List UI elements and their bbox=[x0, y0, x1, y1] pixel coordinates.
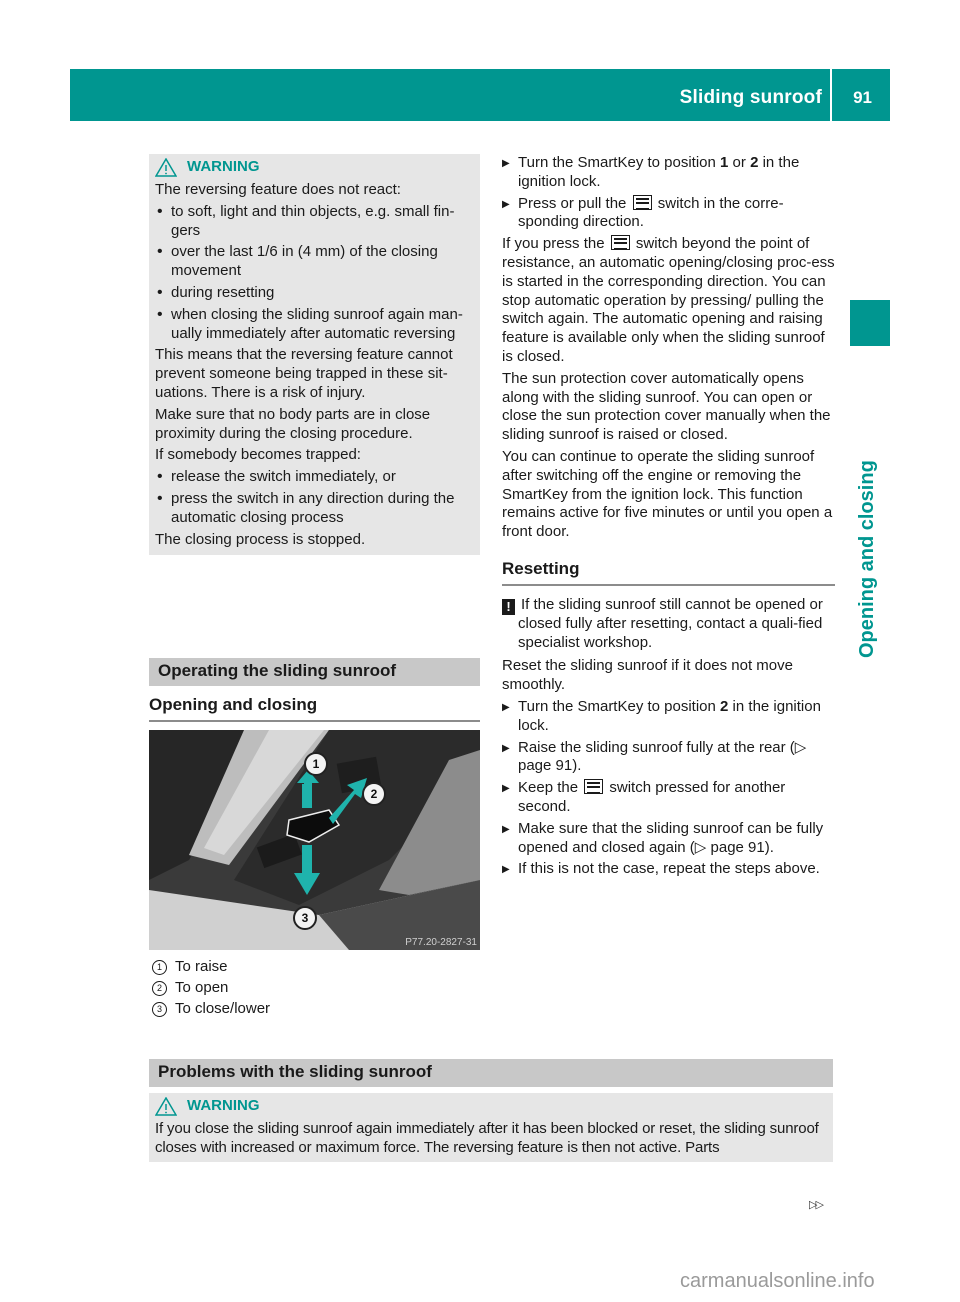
problems-section bbox=[149, 1059, 833, 1162]
warning-box bbox=[149, 1093, 833, 1162]
paragraph-text: If you press the bbox=[502, 235, 609, 253]
bullet-item: • during resetting bbox=[155, 284, 474, 303]
step-text: or bbox=[728, 154, 751, 171]
bullet-item: • press the switch in any direction during the automatic closing process bbox=[155, 490, 474, 528]
legend-item bbox=[152, 957, 483, 978]
legend-item bbox=[152, 978, 483, 999]
exclamation-icon: ! bbox=[502, 599, 515, 615]
paragraph bbox=[502, 235, 835, 367]
bullet-item: • over the last 1/6 in (4 mm) of the closing movement bbox=[155, 243, 474, 281]
paragraph: Reset the sliding sunroof if it does not move smoothly. bbox=[502, 657, 793, 694]
warning-header bbox=[155, 158, 474, 177]
callout-3: 3 bbox=[293, 906, 317, 930]
operating-steps bbox=[502, 154, 835, 232]
paragraph-text: switch beyond the point of resistance, an automatic opening/closing proc-ess is started in the corresponding direction. You can stop automatic operation by pressing/ pulling the switch again. The automatic opening and raising feature is available only when the sliding sunroof is closed. bbox=[502, 235, 835, 365]
warning-text: If you close the sliding sunroof again immediately after it has been blocked or reset, the sliding sunroof closes with increased or maximum force. The reversing feature is then not active. Parts bbox=[155, 1120, 819, 1156]
sunroof-switch-icon bbox=[584, 779, 603, 794]
warning-paragraph: This means that the reversing feature cannot prevent someone being trapped in these sit-uations. There is a risk of injury. bbox=[155, 346, 453, 401]
operating-section bbox=[149, 658, 480, 722]
legend-label: To open bbox=[175, 979, 229, 997]
watermark: carmanualsonline.info bbox=[680, 1270, 875, 1292]
trapped-bullets bbox=[155, 468, 474, 527]
warning-paragraph: If somebody becomes trapped: bbox=[155, 446, 361, 464]
warning-title: WARNING bbox=[187, 158, 260, 176]
left-column bbox=[149, 154, 480, 555]
page-number: 91 bbox=[853, 88, 872, 107]
legend-item bbox=[152, 999, 483, 1020]
step-item: ▶ Make sure that the sliding sunroof can be fully opened and closed again (▷ page 91). bbox=[502, 820, 835, 858]
step-item bbox=[502, 154, 835, 192]
chapter-title: Sliding sunroof bbox=[679, 87, 822, 108]
paragraph: The sun protection cover automatically opens along with the sliding sunroof. You can open or close the sun protection cover manually when the sliding sunroof is raised or closed. bbox=[502, 369, 831, 444]
step-text: switch in the corre-sponding direction. bbox=[518, 194, 784, 231]
callout-1: 1 bbox=[304, 752, 328, 776]
position-value: 1 bbox=[720, 154, 729, 171]
header-divider bbox=[830, 69, 832, 121]
note bbox=[502, 596, 835, 653]
legend-number: 3 bbox=[152, 1002, 167, 1017]
side-tab-marker bbox=[850, 300, 890, 346]
continued-next-page-icon: ▷▷ bbox=[809, 1199, 822, 1211]
step-text: switch pressed for another second. bbox=[518, 779, 786, 815]
step-text: Press or pull the bbox=[518, 194, 631, 212]
warning-intro: The reversing feature does not react: bbox=[155, 181, 401, 198]
legend-label: To close/lower bbox=[175, 1000, 271, 1018]
legend-label: To raise bbox=[175, 958, 228, 976]
warning-paragraph: Make sure that no body parts are in close proximity during the closing procedure. bbox=[155, 405, 431, 442]
subsection-title: Opening and closing bbox=[149, 696, 480, 722]
warning-box bbox=[149, 154, 480, 555]
position-value: 2 bbox=[720, 697, 729, 715]
bullet-item: • release the switch immediately, or bbox=[155, 468, 474, 487]
bullet-item: • to soft, light and thin objects, e.g. small fin-gers bbox=[155, 203, 474, 241]
legend-number: 1 bbox=[152, 960, 167, 975]
warning-header bbox=[155, 1097, 827, 1116]
step-item bbox=[502, 779, 835, 817]
figure-legend bbox=[152, 957, 483, 1020]
step-item bbox=[502, 698, 835, 736]
step-text: Keep the bbox=[518, 779, 583, 797]
position-value: 2 bbox=[750, 154, 759, 171]
callout-2: 2 bbox=[362, 782, 386, 806]
legend-number: 2 bbox=[152, 981, 167, 996]
warning-paragraph: The closing process is stopped. bbox=[155, 530, 366, 548]
side-tab-label: Opening and closing bbox=[856, 460, 878, 658]
right-column bbox=[502, 154, 835, 882]
page-header bbox=[70, 69, 890, 121]
step-text: Turn the SmartKey to position bbox=[518, 697, 721, 715]
resetting-title: Resetting bbox=[502, 560, 835, 586]
note-text: If the sliding sunroof still cannot be opened or closed fully after resetting, contact a quali-fied specialist workshop. bbox=[518, 595, 823, 651]
step-item bbox=[502, 195, 835, 233]
warning-title: WARNING bbox=[187, 1097, 260, 1115]
step-item: ▶ Raise the sliding sunroof fully at the rear (▷ page 91). bbox=[502, 739, 835, 777]
reset-steps bbox=[502, 698, 835, 879]
sunroof-switch-figure bbox=[149, 730, 480, 950]
step-item: ▶ If this is not the case, repeat the steps above. bbox=[502, 860, 835, 879]
figure-code: P77.20-2827-31 bbox=[405, 937, 477, 948]
sunroof-switch-icon bbox=[633, 195, 652, 210]
step-text: in the ignition lock. bbox=[518, 154, 800, 190]
warning-triangle-icon bbox=[155, 158, 177, 177]
warning-bullets bbox=[155, 203, 474, 344]
bullet-item: • when closing the sliding sunroof again man-ually immediately after automatic reversing bbox=[155, 306, 474, 344]
section-title: Operating the sliding sunroof bbox=[149, 658, 480, 686]
paragraph: You can continue to operate the sliding sunroof after switching off the engine or removing the SmartKey from the ignition lock. This function remains active for five minutes or until you open a front door. bbox=[502, 447, 833, 541]
step-text: Turn the SmartKey to position bbox=[518, 154, 721, 171]
step-text: in the ignition lock. bbox=[518, 697, 821, 734]
sunroof-switch-icon bbox=[611, 235, 630, 250]
warning-triangle-icon bbox=[155, 1097, 177, 1116]
section-title: Problems with the sliding sunroof bbox=[149, 1059, 833, 1087]
